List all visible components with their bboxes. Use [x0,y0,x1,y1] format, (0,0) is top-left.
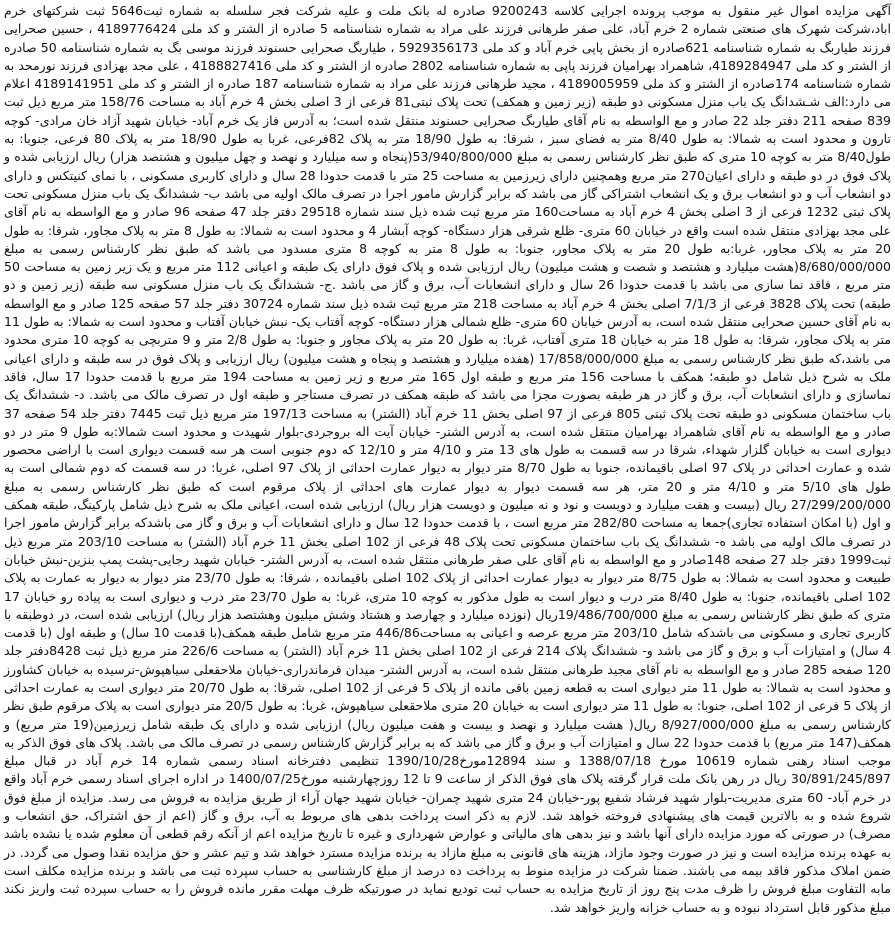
auction-notice-text: آگهی مزایده اموال غیر منقول به موجب پرونده اجرایی کلاسه 9200243 صادره له بانک ملت و علیه شرکت فجر سلسله به شماره ثبت5646 ثبت شرکتهای خرم اباد،شرکت شهرک های صنعتی شماره 2 خرم آباد، علی صفر طرهانی فرزند علی مراد به شماره شناسنامه 5 صادره از الشتر و کد ملی 4189776424 ، حسین صحرایی فرزند طیاربگ به شماره شناسنامه 621صادره از بخش پاپی خرم آباد و کد ملی 5929356173 ، طیاربگ صحرایی حسنوند فرزند موسی بگ به شماره شناسنامه 50 صادره از الشتر و کد ملی 4189284947، شاهمراد بهرامیان فرزند پاپی به شماره شناسنامه 2802 صادره از الشتر و کد ملی 4188827416 ، علی مجد بهزادی فرزند نورمحد به شماره شناسنامه 174صادره از الشتر و کد ملی 4189005959 ، مجید طرهانی فرزند علی مراد به شماره شناسنامه 187 صادره از الشتر و کد ملی 4189141951 اعلام می دارد:الف شـشدانگ یک باب منزل مسکونی دو طبقه (زیر زمین و همکف) تحت پلاک ثبتی81 فرعی از 3 اصلی بخش 4 خرم آباد به مساحت 158/76 متر مربع ذیل ثبت 839 صفحه 211 دفتر جلد 22 صادر و مع الواسطه به نام آقای طیاربگ صحرایی حسنوند منتقل شده است؛ به آدرس فاز یک خرم آباد- خیابان شهید آزاد خان مرادی- کوچه تارون و محدود است به شمالا: به طول 8/40 متر به فضای سبز ، شرقا: به طول 18/90 متر به پلاک 82فرعی، غربا به طول 18/90 متر به پلاک 80 فرعی، جنوبا: به طول8/40 متر به کوچه 10 متری که طبق نظر کارشناس رسمی به مبلغ 53/940/800/000(پنجاه و سه میلیارد و نهصد و چهل میلیون و هشتصد هزار) ریال ارزیابی شده و پلاک فوق در دو طبقه و دارای اعیان270 متر مربع وهمچنین دارای زیرزمین به مساحت 25 متر با قدمت حدودا 28 سال و دارای کاربری مسکونی ، با نمای کنیتکس و دارای دو انشعاب آب و دو انشعاب برق و یک انشعاب اشتراکی گاز می باشد که برابر گزارش مامور اجرا در تصرف مالک اولیه می باشد ب- ششدانگ یک باب منزل مسکونی تحت پلاک ثبتی 1232 فرعی از 3 اصلی بخش 4 خرم آباد به مساحت160 متر مربع ثبت شده ذیل سند شماره 29518 دفتر جلد 47 صفحه 96 صادر و مع الواسطه به نام آقای علی مجد بهزادی منتقل شده است واقع در خیابان 60 متری- ظلع شرقی هزار دستگاه- کوچه آبشار 4 و محدود است به شمالا: به طول 8 متر به پلاک مجاور، شرقا: به طول 20 متر به پلاک مجاور، غربا:به طول 20 متر به پلاک مجاور، جنوبا: به طول 8 متر به کوچه 8 متری مسدود می باشد که طبق نظر کارشناس رسمی به مبلغ 8/680/000/000(هشت میلیارد و هشتصد و شصت و هشت میلیون) ریال ارزیابی شده و پلاک فوق دارای یک طبقه و اعیانی 112 متر مربع و یک زیر زمین به مساحت 50 متر مربع ، فاقد نما سازی می باشد با قدمت حدودا 26 سال و دارای انشعابات آب، برق و گاز می باشد .ج- ششدانگ یک باب منزل مسکونی سه طبقه (زیر زمین و دو طبقه) تحت پلاک 3828 فرعی از 7/1/3 اصلی بخش 4 خرم آباد به مساحت 218 متر مربع ثبت شده ذیل سند شماره 30724 دفتر جلد 57 صفحه 125 صادر و مع الواسطه به نام آقای حسین صحرایی منتقل شده است، به آدرس خیابان 60 متری- ظلع شمالی هزار دستگاه- کوچه آفتاب یک- نبش خیابان آفتاب و محدود است به شمالا: به طول 11 متر به پلاک مجاور، شرقا: به طول 18 متر به خیابان 18 متری آفتاب، غربا: به طول 20 متر به پلاک مجاور و جنوبا: به طول 2/8 متر و 9 متربچی به کوچه 10 متری محدود می باشد،که طبق نظر کارشناس رسمی به مبلغ 17/858/000/000 (هفده میلیارد و هشتصد و پنجاه و هشت میلیون) ریال ارزیابی و پلاک فوق در سه طبقه و دارای اعیانی ملک به شرح ذیل شامل دو طبقه؛ همکف با مساحت 156 متر مربع و طبقه اول 165 متر مربع و زیر زمین به مساحت 194 متر مربع با قدمت حدودا 17 سال، فاقد نماسازی و دارای انشعابات آب، برق و گاز در هر طبقه بصورت مجزا می باشد که طبقه همکف در تصرف مستاجر و طبقه اول در تصرف مالک می باشد. د- ششدانگ یک باب ساختمان مسکونی دو طبقه تحت پلاک ثبتی 805 فرعی از 97 اصلی بخش 11 خرم آباد (الشتر) به مساحت 197/13 متر مربع ذیل ثبت 7445 دفتر جلد 54 صفحه 37 صادر و مع الواسطه به نام آقای شاهمراد بهرامیان منتقل شده است، به آدرس الشتر- خیابان آیت اله بروجردی-بلوار شهیدت و محدود است شمالا:به طول 9 متر در دو دیواری است به خیابان گلزار شهداء، شرقا در سه قسمت به طول های 13 متر و 4/10 متر و 12/10 که دوم جنوبی است هر سه قسمت دیواری است با اراضی محصور شده و عمارت احداثی در پلاک 97 اصلی باقیمانده، جنوبا به طول 8/70 متر دیوار به دیوار عمارت احداثی از پلاک 97 اصلی، غربا: در سه قسمت که دوم شمالی است به طول های 5/10 متر و 4/10 متر و 20 متر، هر سه قسمت دیوار به دیوار عمارت های احداثی از پلاک مرقوم است که طبق نظر کارشناس رسمی به مبلغ 27/299/200/000 ریال (بیست و هفت میلیارد و دویست و نود و نه میلیون و دویست هزار ریال) ارزیابی شده است، اعیانی ملک به شرح ذیل شامل پارکینگ، طبقه همکف و اول (با امکان استفاده تجاری)جمعا به مساحت 282/80 متر مربع است ، با قدمت حدودا 12 سال و دارای انشعابات آب و برق و گاز می باشدکه برابر گزارش مامور اجرا در تصرف مالک اولیه می باشد ه- ششدانگ یک باب ساختمان مسکونی تحت پلاک 48 فرعی از 102 اصلی بخش 11 خرم آباد (الشتر) به مساحت 203/10 متر مربع ذیل ثبت1999 دفتر جلد 27 صفحه 148صادر و مع الواسطه به نام آقای علی صفر طرهانی منتقل شده است، به آدرس الشتر- خیابان شهید رجایی-پشت پمپ بنزین-نبش خیابان طبیعت و محدود است به شمالا: به طول 8/75 متر دیوار به دیوار عمارت احداثی از پلاک 102 اصلی باقیمانده ، شرقا: به طول 23/70 متر دیوار به دیوار به عمارت به پلاک 102 اصلی باقیمانده، جنوبا: به طول 8/40 متر درب و دیوار است به طول مذکور به کوچه 10 متری، غربا: به طول 23/70 متر درب و دیواری است به پیاده رو خیابان 17 متری که طبق نظر کارشناس رسمی به مبلغ 19/486/700/000ریال (نوزده میلیارد و چهارصد و هشتاد وشش میلیون وهشتصد هزار ریال) ارزیابی شده است، در دوطبقه با کاربری تجاری و مسکونی می باشدکه شامل 203/10 متر مربع عرصه و اعیانی به مساحت446/86 متر مربع شامل طبقه همکف(با قدمت 10 سال) و طبقه اول (با قدمت 4 سال) و امتیازات آب و برق و گاز می باشد و- ششدانگ پلاک 214 فرعی از 102 اصلی بخش 11 خرم آباد (الشتر) به مساحت 226/6 متر مربع ذیل ثبت 8428دفتر جلد 120 صفحه 285 صادر و مع الواسطه به نام آقای مجید طرهانی منتقل شده است، به آدرس الشتر- میدان فرماندراری-خیابان ملاحقعلی سیاهپوش-نرسیده به خیابان کشاورز و محدود است به شمالا: به طول 11 متر دیواری است به قطعه زمین باقی مانده از پلاک 5 فرعی از 102 اصلی، شرقا: به طول 20/70 متر دیواری است به عمارت احداثی از پلاک 5 فرعی از 102 اصلی، جنوبا: به طول 11 متر دیواری است به خیابان 20 متری ملاحقعلی سیاهپوش، غربا: به طول 20/5 متر دیواری است به پلاک مرقوم طبق نظر کارشناس رسمی به مبلغ 8/927/000/000 ریال( هشت میلیارد و نهصد و بیست و هفت میلیون ریال) ارزیابی شده و دارای یک طبقه شامل زیرزمین(19 متر مربع) و همکف(147 متر مربع) با قدمت حدودا 22 سال و امتیازات آب و برق و گاز می باشد که به برابر گزارش کارشناس رسمی در تصرف مالک می باشد. پلاک های فوق الذکر به موجب اسناد رهنی شماره 10619 مورخ 1388/07/18 و سند 12894مورخ1390/10/28 تنظیمی دفترخانه اسناد رسمی شماره 14 خرم آباد در قبال مبلغ 30/891/245/897 ریال در رهن بانک ملت قرار گرفته پلاک های فوق الذکر از ساعت 9 تا 12 روزچهارشنبه مورخ1400/07/25 در اداره اجرای اسناد رسمی خرم آباد واقع در خرم آباد- 60 متری مدیریت-بلوار شهید فرشاد شفیع پور-خیابان 24 متری شهید چمران- خیابان شهید جهان آراء از طریق مزایده به فروش می رسد. مزایده از مبلغ فوق شروع شده و به بالاترین قیمت های پیشنهادی فروخته خواهد شد. لازم به ذکر است پرداخت بدهی های مربوط به آب، برق و گاز (اعم از حق اشتراک، حق انشعاب و مصرف) در صورتی که مورد مزایده دارای آنها باشد و نیز بدهی های مالیاتی و عوارض شهرداری و غیره تا تاریخ مزایده اعم از آنکه رقم قطعی آن معلوم شده یا نشده باشد به عهده برنده مزایده است و نیز در صورت وجود مازاد، هزینه های قانونی به مبلغ مازاد به برنده مزایده مسترد خواهد شد و تیم عشر و حق مزایده نقدا وصول می گردد. در ضمن املاک مذکور فاقد بیمه می باشند. ضمنا شرکت در مزایده منوط به پرداخت ده درصد از مبلغ کارشناسی به حساب سپرده ثبت می باشد و برنده مزایده مکلف است مابه التفاوت مبلغ فروش را ظرف مدت پنج روز از تاریخ مزایده به حساب ثبت تودیع نماید در صورتیکه ظرف مهلت مقرر مانده فروش را به حساب سپرده ثبت واریز نکند مبلغ مذکور قابل استرداد نبوده و به حساب خزانه واریز خواهد شد. [4,3,892,915]
